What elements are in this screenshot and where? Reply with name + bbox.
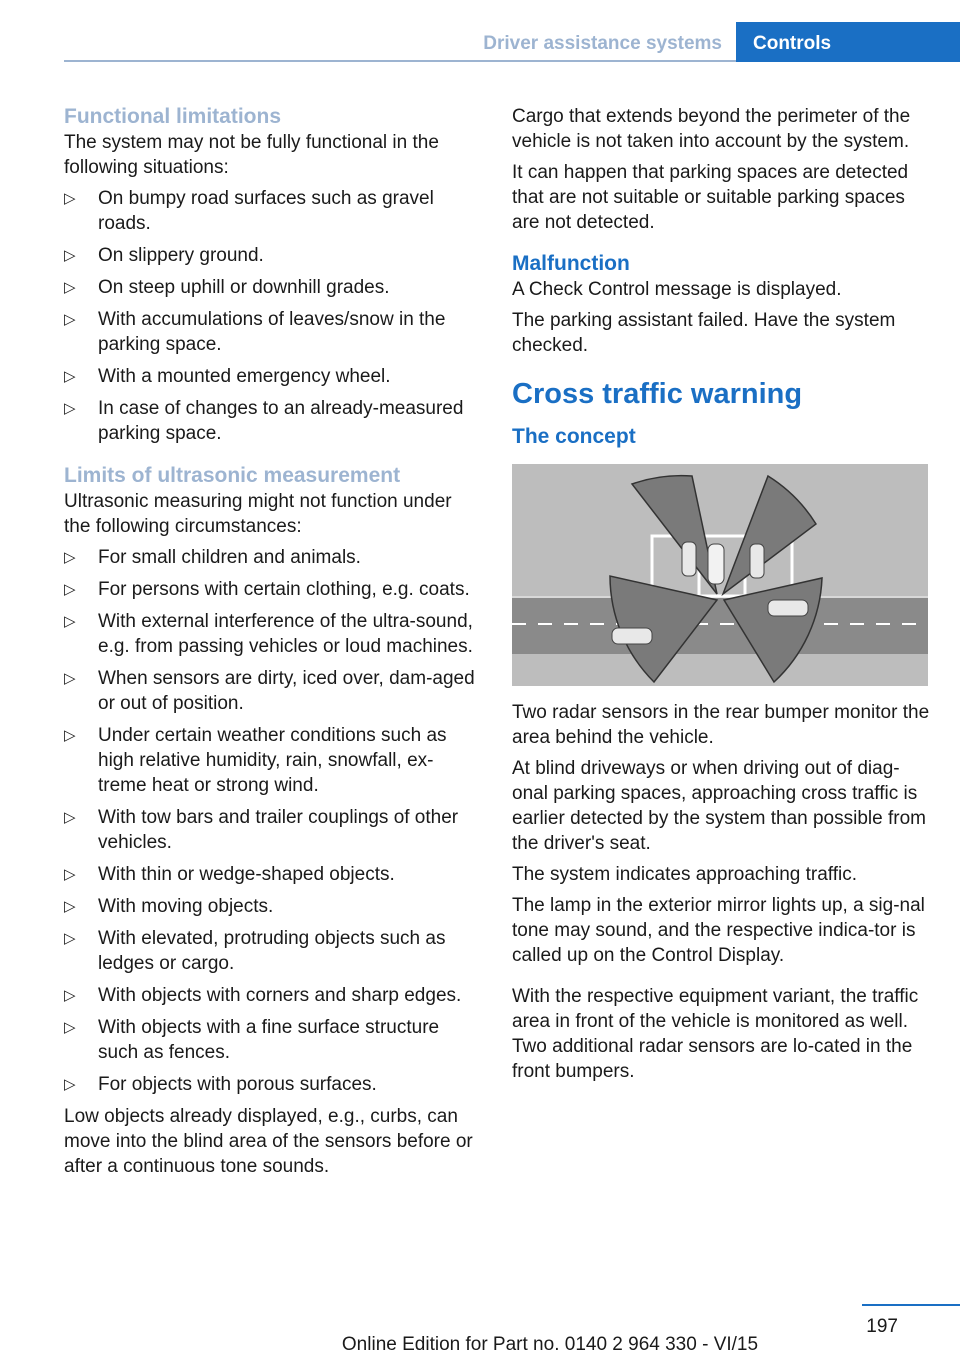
list-item: ▷ With accumulations of leaves/snow in the parking space. — [64, 309, 446, 355]
functional-limitations-heading: Functional limitations — [64, 105, 282, 128]
bullet-triangle-icon: ▷ — [64, 613, 76, 630]
malfunction-heading: Malfunction — [512, 252, 630, 275]
list-item: ▷ With objects with corners and sharp edges. — [64, 985, 462, 1006]
list-item: ▷ For persons with certain clothing, e.g. coats. — [64, 579, 470, 600]
bullet-triangle-icon: ▷ — [64, 1019, 76, 1036]
page-number: 197 — [866, 1316, 898, 1337]
approaching-car-right — [768, 600, 808, 616]
detection-paragraph: It can happen that parking spaces are detected that are not suitable or suitable parking spaces are not detected. — [512, 162, 909, 233]
ultrasonic-limits-intro: Ultrasonic measuring might not function under the following circumstances: — [64, 491, 452, 537]
list-item: ▷ When sensors are dirty, iced over, dam‐aged or out of position. — [64, 668, 475, 714]
bullet-triangle-icon: ▷ — [64, 190, 76, 207]
concept-paragraph-2: At blind driveways or when driving out of diag‐onal parking spaces, approaching cross traffic is earlier detected by the system than possible from the driver's seat. — [512, 758, 926, 854]
bullet-triangle-icon: ▷ — [64, 400, 76, 417]
list-item: ▷ Under certain weather conditions such as high relative humidity, rain, snowfall, ex‐treme heat or strong wind. — [64, 725, 447, 796]
list-item: ▷ On bumpy road surfaces such as gravel roads. — [64, 188, 434, 234]
concept-paragraph-5: With the respective equipment variant, the traffic area in front of the vehicle is monitored as well. Two additional radar sensors are lo‐cated in the front bumpers. — [512, 986, 919, 1082]
list-item: ▷ With objects with a fine surface structure such as fences. — [64, 1017, 440, 1063]
functional-limitations-intro: The system may not be fully functional in the following situations: — [64, 132, 439, 178]
parked-car — [682, 542, 696, 576]
bullet-triangle-icon: ▷ — [64, 368, 76, 385]
bullet-triangle-icon: ▷ — [64, 670, 76, 687]
list-item: ▷ With elevated, protruding objects such as ledges or cargo. — [64, 928, 446, 974]
bullet-triangle-icon: ▷ — [64, 809, 76, 826]
list-item: ▷ On slippery ground. — [64, 245, 264, 266]
list-item: ▷ For objects with porous surfaces. — [64, 1074, 377, 1095]
list-item: ▷ With moving objects. — [64, 896, 274, 917]
bullet-triangle-icon: ▷ — [64, 866, 76, 883]
cargo-paragraph: Cargo that extends beyond the perimeter of the vehicle is not taken into account by the system. — [512, 106, 911, 152]
edition-note: Online Edition for Part no. 0140 2 964 330 - VI/15 — [341, 1334, 759, 1355]
approaching-car-left — [612, 628, 652, 644]
bullet-triangle-icon: ▷ — [64, 581, 76, 598]
bullet-triangle-icon: ▷ — [64, 247, 76, 264]
ultrasonic-limits-list — [64, 545, 482, 1097]
left-column — [64, 104, 482, 1185]
cross-traffic-illustration — [512, 464, 928, 686]
list-item: ▷ With external interference of the ultra‐sound, e.g. from passing vehicles or loud machines. — [64, 611, 473, 657]
list-item: ▷ With thin or wedge-shaped objects. — [64, 864, 395, 885]
concept-paragraph-4: The lamp in the exterior mirror lights up, a sig‐nal tone may sound, and the respective indica‐tor is called up on the Control Display. — [512, 895, 925, 966]
header-section-title: Driver assistance systems — [483, 33, 722, 54]
concept-paragraph-3: The system indicates approaching traffic. — [512, 864, 857, 885]
ego-car — [708, 544, 724, 584]
bullet-triangle-icon: ▷ — [64, 930, 76, 947]
list-item: ▷ With a mounted emergency wheel. — [64, 366, 391, 387]
cross-traffic-title: Cross traffic warning — [512, 378, 803, 410]
bullet-triangle-icon: ▷ — [64, 898, 76, 915]
bullet-triangle-icon: ▷ — [64, 311, 76, 328]
right-column — [512, 104, 930, 1090]
list-item: ▷ On steep uphill or downhill grades. — [64, 277, 390, 298]
footer-divider — [862, 1304, 960, 1306]
list-item: ▷ With tow bars and trailer couplings of other vehicles. — [64, 807, 459, 853]
list-item: ▷ For small children and animals. — [64, 547, 361, 568]
concept-paragraph-1: Two radar sensors in the rear bumper monitor the area behind the vehicle. — [512, 702, 930, 748]
ultrasonic-closing-paragraph: Low objects already displayed, e.g., curbs, can move into the blind area of the sensors before or after a continuous tone sounds. — [64, 1106, 473, 1177]
bullet-triangle-icon: ▷ — [64, 549, 76, 566]
concept-heading: The concept — [512, 425, 636, 448]
parked-car — [750, 544, 764, 578]
bullet-triangle-icon: ▷ — [64, 727, 76, 744]
bullet-triangle-icon: ▷ — [64, 1076, 76, 1093]
bullet-triangle-icon: ▷ — [64, 279, 76, 296]
bullet-triangle-icon: ▷ — [64, 987, 76, 1004]
functional-limitations-list — [64, 186, 482, 446]
malfunction-message: A Check Control message is displayed. — [512, 279, 842, 300]
list-item: ▷ In case of changes to an already-measured parking space. — [64, 398, 464, 444]
header-tab-controls[interactable]: Controls — [736, 22, 960, 62]
malfunction-advice: The parking assistant failed. Have the system checked. — [512, 310, 896, 356]
header-divider — [64, 60, 736, 62]
ultrasonic-limits-heading: Limits of ultrasonic measurement — [64, 464, 401, 487]
